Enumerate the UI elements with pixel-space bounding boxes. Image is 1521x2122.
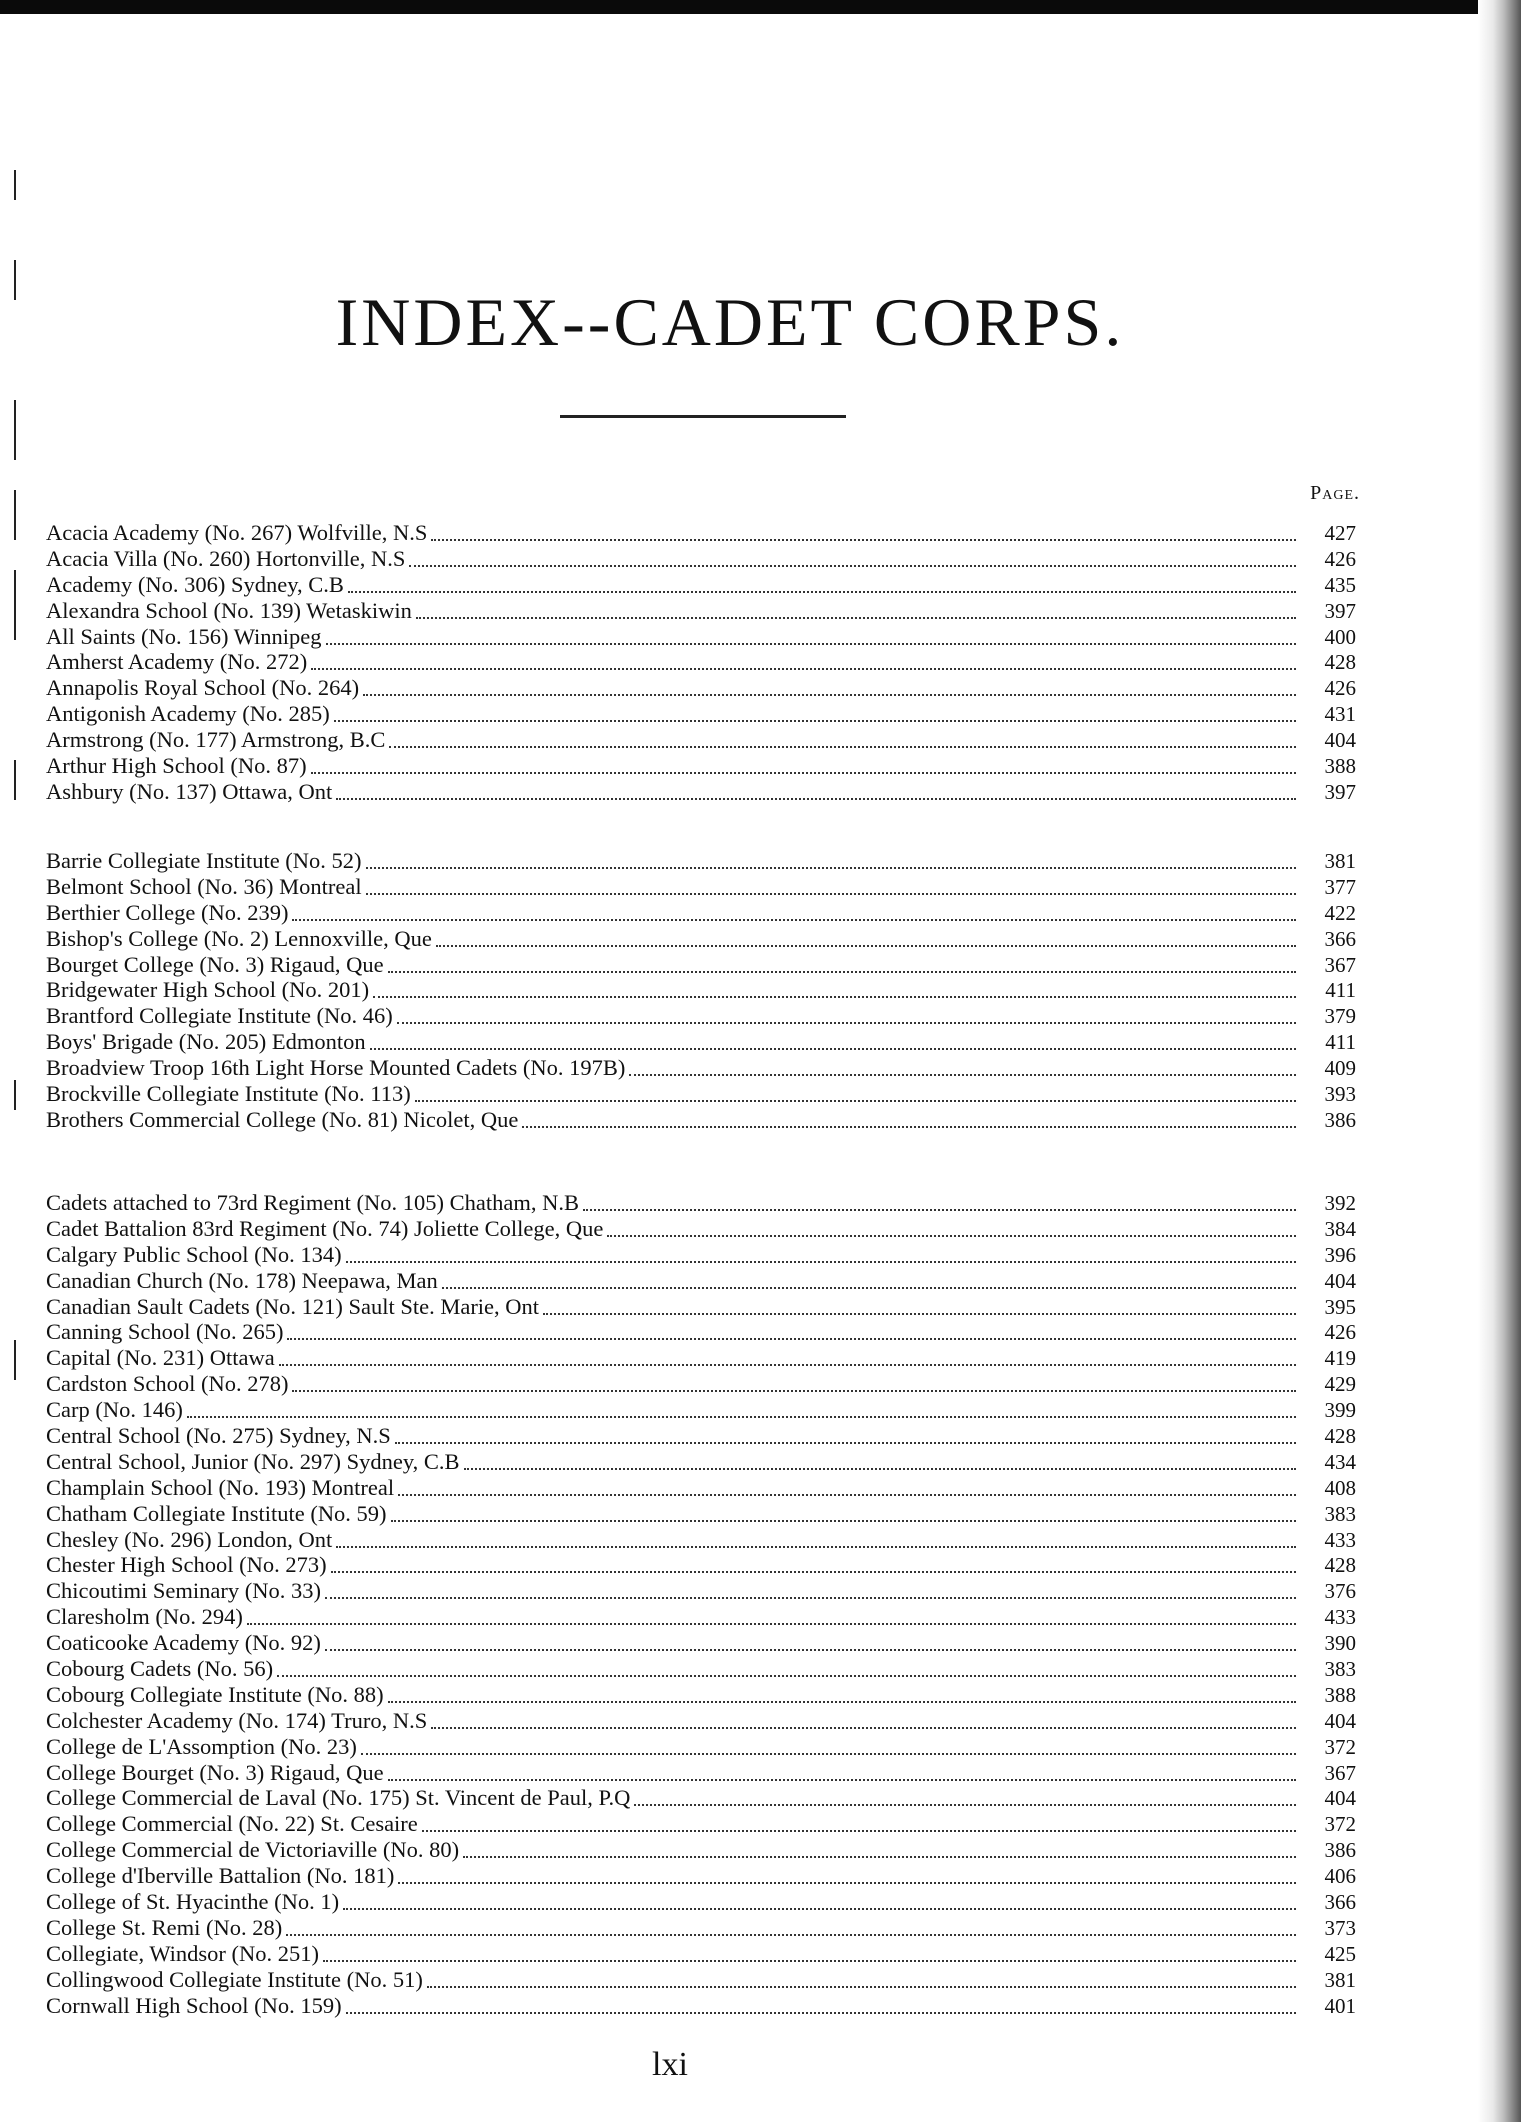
entry-name: College de L'Assomption (No. 23) [46,1733,357,1759]
entry-page-number: 425 [1324,1941,1356,1966]
entry-page-number: 366 [1324,926,1356,951]
entry-name: Claresholm (No. 294) [46,1604,243,1630]
dot-leader [388,967,1296,973]
index-entry [46,1501,1356,1527]
index-entry [46,1811,1356,1837]
entry-page-number: 434 [1324,1449,1356,1474]
entry-page-number: 411 [1325,978,1356,1003]
index-entry [46,649,1356,675]
entry-name: Bourget College (No. 3) Rigaud, Que [46,951,384,977]
dot-leader [431,535,1296,541]
entry-name: Calgary Public School (No. 134) [46,1241,342,1267]
dot-leader [311,768,1296,774]
index-entry [46,1449,1356,1475]
dot-leader [388,1697,1296,1703]
margin-mark [14,570,16,640]
entry-name: Academy (No. 306) Sydney, C.B [46,571,344,597]
entry-name: Bridgewater High School (No. 201) [46,977,370,1003]
entry-name: Coaticooke Academy (No. 92) [46,1630,321,1656]
entry-name: Broadview Troop 16th Light Horse Mounted Cadets (No. 197B) [46,1055,626,1081]
entry-name: Berthier College (No. 239) [46,899,289,925]
index-entry [46,1552,1356,1578]
dot-leader [331,1567,1296,1573]
index-entry [46,1527,1356,1553]
index-entry [46,1107,1356,1133]
entry-name: Collingwood Collegiate Institute (No. 51) [46,1966,423,1992]
entry-name: Annapolis Royal School (No. 264) [46,675,360,701]
entry-name: Ashbury (No. 137) Ottawa, Ont [46,778,333,804]
dot-leader [336,1542,1296,1548]
index-entry [46,520,1356,546]
entry-name: Collegiate, Windsor (No. 251) [46,1940,320,1966]
entry-page-number: 383 [1324,1657,1356,1682]
margin-mark [14,170,16,200]
entry-name: Carp (No. 146) [46,1397,183,1423]
entry-page-number: 428 [1324,1553,1356,1578]
entry-name: Colchester Academy (No. 174) Truro, N.S [46,1707,428,1733]
dot-leader [634,1800,1296,1806]
dot-leader [543,1309,1296,1315]
dot-leader [389,742,1296,748]
entry-page-number: 377 [1324,874,1356,899]
dot-leader [247,1619,1296,1625]
dot-leader [436,941,1296,947]
index-entry [46,1760,1356,1786]
index-entry [46,1915,1356,1941]
entry-page-number: 379 [1324,1004,1356,1029]
entry-name: Chatham Collegiate Institute (No. 59) [46,1500,387,1526]
dot-leader [292,1386,1296,1392]
entry-name: Canadian Sault Cadets (No. 121) Sault Ste. Marie, Ont [46,1293,540,1319]
entry-name: Cardston School (No. 278) [46,1371,289,1397]
scan-left-margin-marks [8,160,22,2060]
dot-leader [629,1070,1296,1076]
entry-name: Acacia Academy (No. 267) Wolfville, N.S [46,520,428,545]
dot-leader [422,1826,1296,1832]
index-entry [46,779,1356,805]
index-entry [46,701,1356,727]
entry-page-number: 366 [1324,1890,1356,1915]
index-entry [46,874,1356,900]
dot-leader [442,1283,1296,1289]
entry-page-number: 419 [1324,1346,1356,1371]
margin-mark [14,1080,16,1110]
index-section-c [46,1190,1356,2019]
index-entry [46,1216,1356,1242]
index-entry [46,952,1356,978]
entry-page-number: 409 [1324,1056,1356,1081]
dot-leader [277,1671,1296,1677]
page-column-header: Page. [1310,482,1360,504]
page-folio: lxi [652,2046,688,2083]
page-title: INDEX--CADET CORPS. [335,284,1125,360]
dot-leader [366,889,1296,895]
entry-name: Barrie Collegiate Institute (No. 52) [46,848,362,873]
index-entry [46,1029,1356,1055]
dot-leader [311,664,1296,670]
entry-page-number: 404 [1324,1786,1356,1811]
entry-name: Cornwall High School (No. 159) [46,1992,342,2018]
index-entry [46,1397,1356,1423]
entry-page-number: 426 [1324,546,1356,571]
entry-page-number: 428 [1324,650,1356,675]
dot-leader [336,794,1296,800]
entry-page-number: 395 [1324,1294,1356,1319]
dot-leader [279,1360,1296,1366]
entry-page-number: 400 [1324,624,1356,649]
index-entry [46,1941,1356,1967]
dot-leader [607,1231,1296,1237]
index-entry [46,1682,1356,1708]
dot-leader [363,690,1296,696]
entry-name: Amherst Academy (No. 272) [46,649,308,675]
index-entry [46,1837,1356,1863]
dot-leader [361,1749,1296,1755]
entry-page-number: 372 [1324,1812,1356,1837]
entry-page-number: 422 [1324,900,1356,925]
entry-page-number: 433 [1324,1605,1356,1630]
entry-name: Alexandra School (No. 139) Wetaskiwin [46,597,412,623]
dot-leader [348,587,1296,593]
entry-name: Cobourg Cadets (No. 56) [46,1656,274,1682]
margin-mark [14,760,16,800]
dot-leader [398,1490,1296,1496]
index-entry [46,1423,1356,1449]
entry-page-number: 386 [1324,1107,1356,1132]
index-entry [46,1708,1356,1734]
entry-page-number: 388 [1324,1682,1356,1707]
dot-leader [187,1412,1296,1418]
entry-page-number: 404 [1324,1268,1356,1293]
dot-leader [583,1205,1296,1211]
entry-page-number: 431 [1324,702,1356,727]
entry-name: College Commercial de Laval (No. 175) St. Vincent de Paul, P.Q [46,1785,631,1811]
entry-name: Central School (No. 275) Sydney, N.S [46,1423,391,1449]
dot-leader [373,992,1296,998]
entry-page-number: 428 [1324,1424,1356,1449]
index-entry [46,1656,1356,1682]
index-entry [46,572,1356,598]
index-entry [46,1889,1356,1915]
dot-leader [346,2008,1296,2014]
margin-mark [14,490,16,540]
entry-page-number: 427 [1324,521,1356,545]
entry-page-number: 381 [1324,849,1356,873]
title-rule [560,415,846,418]
dot-leader [415,1096,1296,1102]
index-entry [46,977,1356,1003]
entry-name: Armstrong (No. 177) Armstrong, B.C [46,727,386,753]
entry-page-number: 433 [1324,1527,1356,1552]
margin-mark [14,400,16,460]
index-entry [46,1863,1356,1889]
entry-name: Brantford Collegiate Institute (No. 46) [46,1003,393,1029]
index-entry [46,1345,1356,1371]
entry-page-number: 401 [1324,1993,1356,2018]
entry-page-number: 388 [1324,754,1356,779]
entry-name: Cadets attached to 73rd Regiment (No. 105) Chatham, N.B [46,1190,580,1215]
dot-leader [292,915,1296,921]
dot-leader [334,716,1296,722]
dot-leader [397,1018,1296,1024]
entry-name: Capital (No. 231) Ottawa [46,1345,275,1371]
entry-page-number: 383 [1324,1501,1356,1526]
index-entry [46,1055,1356,1081]
index-entry [46,1475,1356,1501]
entry-page-number: 392 [1324,1191,1356,1215]
entry-page-number: 408 [1324,1475,1356,1500]
dot-leader [522,1122,1296,1128]
entry-page-number: 435 [1324,572,1356,597]
dot-leader [427,1982,1296,1988]
entry-name: College Bourget (No. 3) Rigaud, Que [46,1759,384,1785]
index-entry [46,1268,1356,1294]
entry-name: College Commercial (No. 22) St. Cesaire [46,1811,418,1837]
entry-name: Brothers Commercial College (No. 81) Nicolet, Que [46,1106,519,1132]
entry-name: Canadian Church (No. 178) Neepawa, Man [46,1267,438,1293]
entry-name: Arthur High School (No. 87) [46,753,307,779]
entry-page-number: 376 [1324,1579,1356,1604]
index-section-b [46,848,1356,1133]
index-entry [46,753,1356,779]
index-entry [46,546,1356,572]
entry-page-number: 397 [1324,598,1356,623]
entry-name: Central School, Junior (No. 297) Sydney, C.B [46,1448,460,1474]
dot-leader [370,1044,1296,1050]
dot-leader [286,1930,1296,1936]
entry-name: College Commercial de Victoriaville (No. 80) [46,1837,460,1863]
entry-name: Cobourg Collegiate Institute (No. 88) [46,1681,384,1707]
dot-leader [431,1723,1296,1729]
dot-leader [343,1904,1296,1910]
entry-page-number: 386 [1324,1838,1356,1863]
index-entry [46,1967,1356,1993]
entry-name: Belmont School (No. 36) Montreal [46,873,362,899]
entry-page-number: 393 [1324,1082,1356,1107]
index-entry [46,675,1356,701]
dot-leader [326,639,1296,645]
index-entry [46,1578,1356,1604]
scan-right-edge [1478,0,1521,2122]
index-entry [46,1190,1356,1216]
dot-leader [325,1593,1296,1599]
dot-leader [464,1464,1296,1470]
entry-name: Boys' Brigade (No. 205) Edmonton [46,1029,366,1055]
index-entry [46,848,1356,874]
index-entry [46,1319,1356,1345]
entry-page-number: 372 [1324,1734,1356,1759]
entry-name: All Saints (No. 156) Winnipeg [46,623,322,649]
entry-name: Brockville Collegiate Institute (No. 113) [46,1081,411,1107]
index-entry [46,1294,1356,1320]
entry-page-number: 411 [1325,1030,1356,1055]
entry-page-number: 404 [1324,1708,1356,1733]
dot-leader [398,1878,1296,1884]
dot-leader [463,1852,1296,1858]
dot-leader [416,613,1296,619]
index-section-a [46,520,1356,805]
index-entry [46,1993,1356,2019]
entry-name: Champlain School (No. 193) Montreal [46,1474,395,1500]
entry-page-number: 367 [1324,952,1356,977]
entry-name: Chesley (No. 296) London, Ont [46,1526,333,1552]
index-entry [46,598,1356,624]
index-entry [46,624,1356,650]
entry-name: Chester High School (No. 273) [46,1552,327,1578]
dot-leader [346,1257,1296,1263]
index-entry [46,1081,1356,1107]
dot-leader [323,1956,1296,1962]
index-entry [46,926,1356,952]
index-entry [46,727,1356,753]
entry-page-number: 384 [1324,1216,1356,1241]
dot-leader [391,1516,1296,1522]
index-entry [46,1242,1356,1268]
entry-page-number: 404 [1324,728,1356,753]
dot-leader [409,561,1296,567]
entry-page-number: 429 [1324,1372,1356,1397]
margin-mark [14,1340,16,1380]
entry-name: Acacia Villa (No. 260) Hortonville, N.S [46,545,406,571]
entry-page-number: 406 [1324,1864,1356,1889]
entry-page-number: 367 [1324,1760,1356,1785]
index-entry [46,1734,1356,1760]
entry-page-number: 397 [1324,779,1356,804]
scan-top-border [0,0,1521,14]
dot-leader [395,1438,1296,1444]
entry-name: Canning School (No. 265) [46,1319,284,1345]
index-entry [46,900,1356,926]
entry-name: College d'Iberville Battalion (No. 181) [46,1863,395,1889]
entry-name: College St. Remi (No. 28) [46,1914,283,1940]
entry-name: Chicoutimi Seminary (No. 33) [46,1578,321,1604]
entry-page-number: 426 [1324,1320,1356,1345]
dot-leader [388,1775,1296,1781]
dot-leader [287,1334,1296,1340]
dot-leader [325,1645,1296,1651]
entry-name: College of St. Hyacinthe (No. 1) [46,1889,340,1915]
entry-page-number: 381 [1324,1967,1356,1992]
entry-page-number: 426 [1324,676,1356,701]
index-entry [46,1630,1356,1656]
index-entry [46,1003,1356,1029]
index-entry [46,1604,1356,1630]
entry-page-number: 373 [1324,1915,1356,1940]
entry-page-number: 399 [1324,1398,1356,1423]
entry-name: Cadet Battalion 83rd Regiment (No. 74) Joliette College, Que [46,1215,604,1241]
dot-leader [366,863,1296,869]
entry-page-number: 396 [1324,1242,1356,1267]
entry-name: Bishop's College (No. 2) Lennoxville, Que [46,925,432,951]
index-entry [46,1371,1356,1397]
entry-name: Antigonish Academy (No. 285) [46,701,330,727]
entry-page-number: 390 [1324,1631,1356,1656]
index-entry [46,1785,1356,1811]
